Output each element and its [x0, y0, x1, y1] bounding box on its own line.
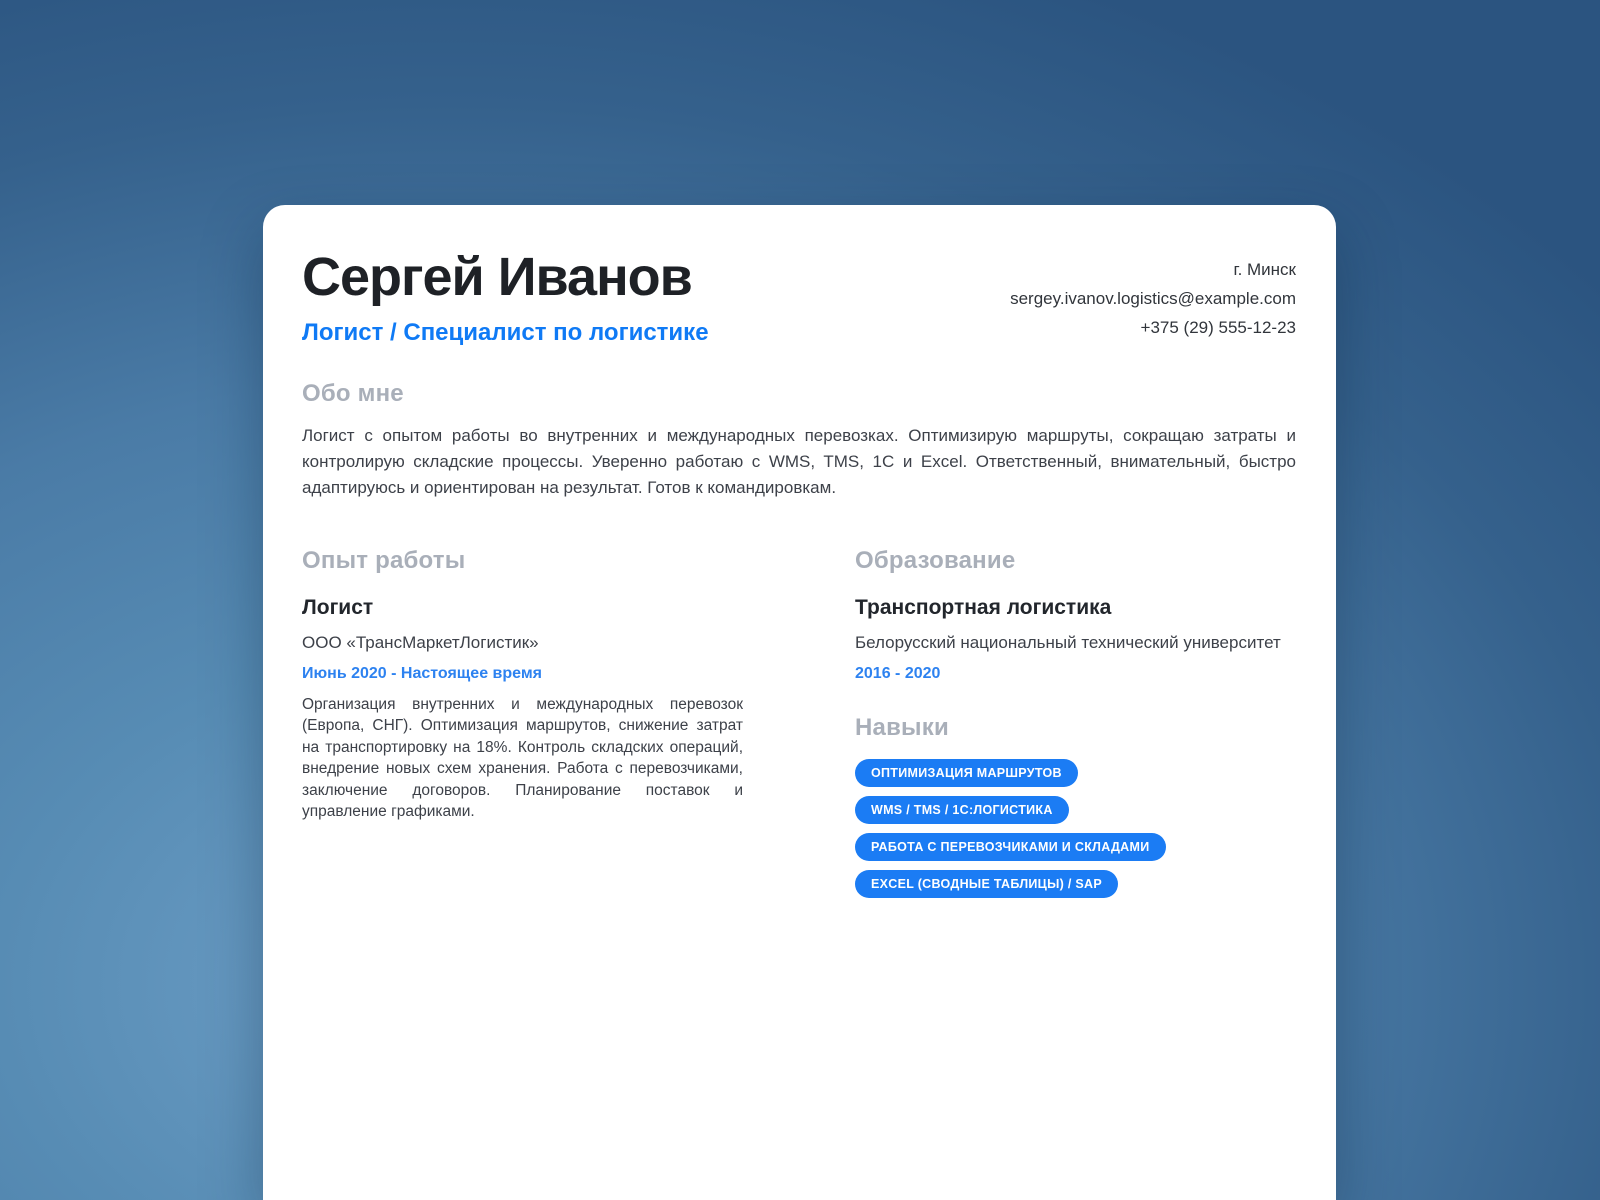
skill-pill: EXCEL (СВОДНЫЕ ТАБЛИЦЫ) / SAP: [855, 870, 1118, 898]
education-period: 2016 - 2020: [855, 664, 941, 682]
resume-card: [263, 205, 1336, 1200]
skills-heading: Навыки: [855, 713, 949, 741]
about-heading: Обо мне: [302, 379, 404, 407]
about-section: [302, 380, 1296, 501]
contact-city: г. Минск: [1233, 260, 1296, 279]
about-text: Логист с опытом работы во внутренних и международных перевозках. Оптимизирую маршруты, сокращаю затраты и контролирую складские процессы. Уверенно работаю с WMS, TMS, 1С и Excel. Ответственный, внимательный, быстро адаптируюсь и ориентирован на результат. Готов к командировкам.: [302, 425, 1296, 497]
experience-entry: [302, 596, 743, 823]
contact-block: [1010, 249, 1296, 342]
skill-pill: WMS / TMS / 1С:ЛОГИСТИКА: [855, 796, 1069, 824]
experience-job-title: Логист: [302, 595, 374, 619]
contact-email: sergey.ivanov.logistics@example.com: [1010, 289, 1296, 308]
two-column-area: [302, 547, 1296, 898]
contact-phone: +375 (29) 555-12-23: [1140, 318, 1296, 337]
skills-list: [855, 759, 1296, 898]
experience-section: [302, 547, 743, 898]
person-name: Сергей Иванов: [302, 247, 692, 307]
experience-company: ООО «ТрансМаркетЛогистик»: [302, 632, 539, 652]
education-section: [855, 547, 1296, 683]
skills-section: [855, 714, 1296, 898]
education-heading: Образование: [855, 546, 1016, 574]
experience-description: Организация внутренних и международных перевозок (Европа, СНГ). Оптимизация маршрутов, снижение затрат на транспортировку на 18%. Контроль складских операций, внедрение новых схем хранения. Работа с перевозчиками, заключение договоров. Планирование поставок и управление графиками.: [302, 695, 743, 821]
skill-pill: ОПТИМИЗАЦИЯ МАРШРУТОВ: [855, 759, 1078, 787]
identity-block: [302, 249, 709, 347]
experience-period: Июнь 2020 - Настоящее время: [302, 664, 543, 682]
education-school: Белорусский национальный технический университет: [855, 632, 1281, 652]
resume-header: [302, 249, 1296, 347]
skill-pill: РАБОТА С ПЕРЕВОЗЧИКАМИ И СКЛАДАМИ: [855, 833, 1166, 861]
experience-heading: Опыт работы: [302, 546, 466, 574]
education-degree: Транспортная логистика: [855, 595, 1112, 619]
education-skills-column: [855, 547, 1296, 898]
person-job-title: Логист / Специалист по логистике: [302, 318, 709, 346]
